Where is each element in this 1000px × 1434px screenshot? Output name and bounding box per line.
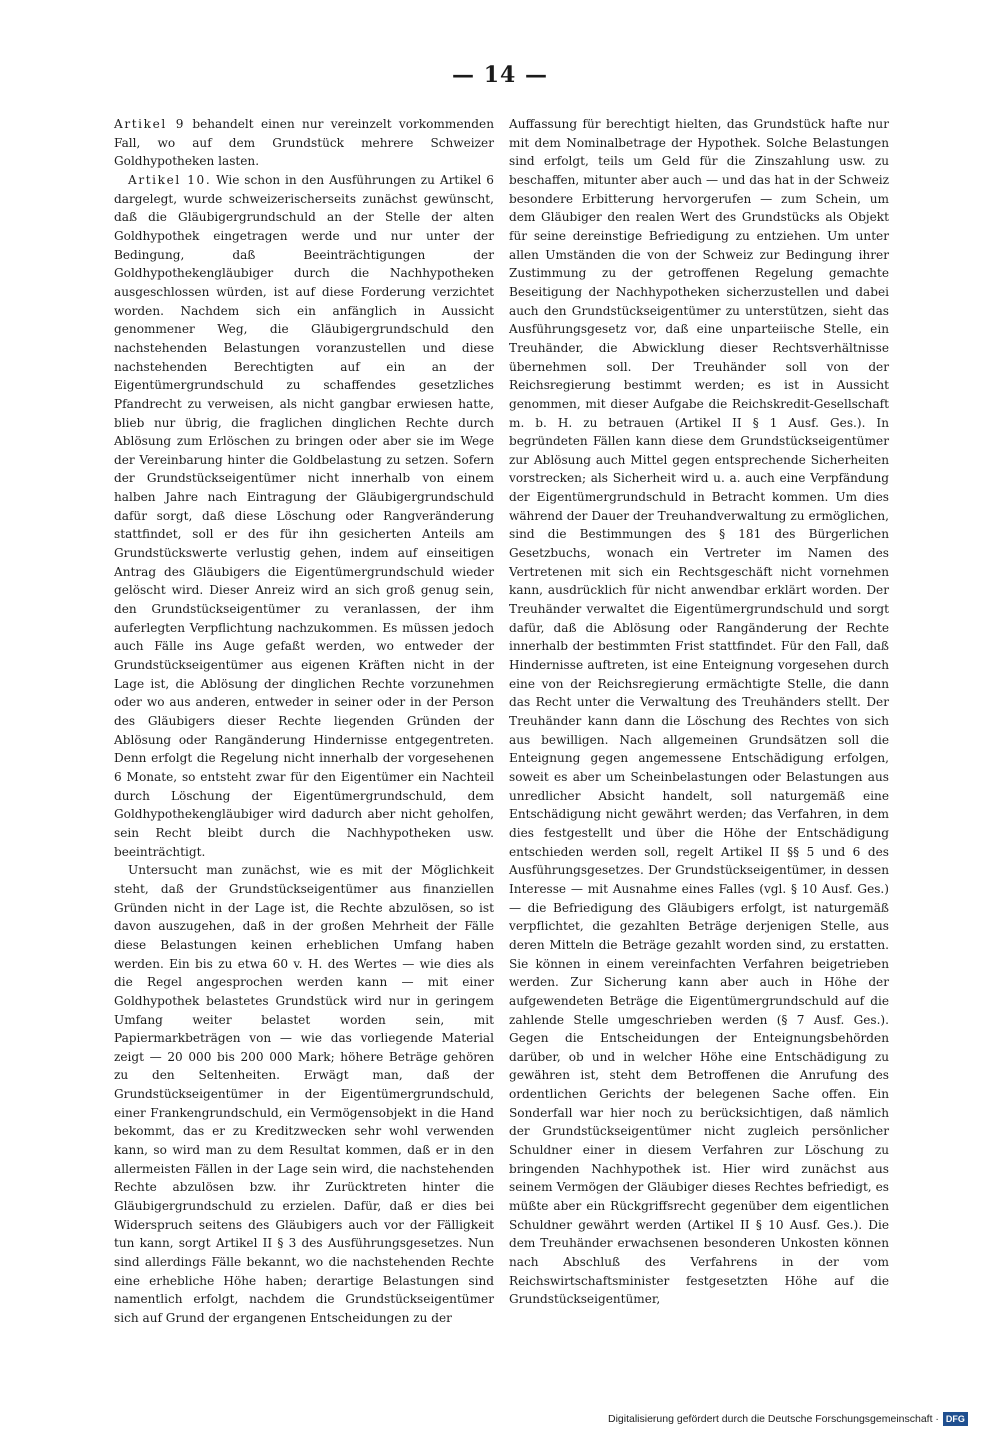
- article-heading-9: Artikel 9: [114, 117, 186, 131]
- paragraph-auffassung: Auffassung für berechtigt hielten, das Grundstück hafte nur mit dem Nominalbetrage der Hypothek. Solche Belastungen sind erfolgt, teils um Geld für die Zinszahlung usw. zu beschaffen, mitunter aber auch — und das hat in der Schweiz besondere Erbitterung hervorgerufen — zum Schein, um dem Gläubiger den realen Wert des Grundstücks als Objekt für seine dereinstige Befriedigung zu entziehen. Um unter allen Umständen die von der Schweiz zur Bedingung ihrer Zustimmung zu der getroffenen Regelung gemachte Beseitigung der Nachhypotheken sicherzustellen und dabei auch den Grundstückseigentümer zu unterstützen, sieht das Ausführungsgesetz vor, daß eine unparteiische Stelle, ein Treuhänder, die Abwicklung dieser Rechtsverhältnisse übernehmen soll. Der Treuhänder soll von der Reichsregierung bestimmt werden; es ist in Aussicht genommen, mit dieser Aufgabe die Reichskredit-Gesellschaft m. b. H. zu betrauen (Artikel II § 1 Ausf. Ges.). In begründeten Fällen kann diese dem Grundstückseigentümer zur Ablösung auch Mittel gegen entsprechende Sicherheiten vorstrecken; als Sicherheit wird u. a. auch eine Verpfändung der Eigentümergrundschuld in Betracht kommen. Um dies während der Dauer der Treuhandverwaltung zu ermöglichen, sind die Bestimmungen des § 181 des Bürgerlichen Gesetzbuchs, wonach ein Vertreter im Namen des Vertretenen mit sich ein Rechtsgeschäft nicht vornehmen kann, ausdrücklich für nicht anwendbar erklärt worden. Der Treuhänder verwaltet die Eigentümergrundschuld und sorgt dafür, daß die Ablösung oder Rangänderung der Rechte innerhalb der bestimmten Frist stattfindet. Für den Fall, daß Hindernisse auftreten, ist eine Enteignung vorgesehen durch eine von der Reichsregierung ermächtigte Stelle, die dann das Recht unter die Verwaltung des Treuhänders stellt. Der Treuhänder kann dann die Löschung des Rechtes von sich aus bewilligen. Nach allgemeinen Grundsätzen soll die Enteignung gegen angemessene Entschädigung erfolgen, soweit es aber um Scheinbelastungen oder Belastungen aus unredlicher Absicht handelt, soll naturgemäß eine Entschädigung nicht gewährt werden; das Verfahren, in dem dies festgestellt und über die Höhe der Entschädigung entschieden werden soll, regelt Artikel II §§ 5 und 6 des Ausführungsgesetzes. Der Grundstückseigentümer, in dessen Interesse — mit Ausnahme eines Falles (vgl. § 10 Ausf. Ges.) — die Befriedigung des Gläubigers erfolgt, ist naturgemäß verpflichtet, die gezahlten Beträge derjenigen Stelle, aus deren Mitteln die Beträge gezahlt worden sind, zu erstatten. Sie können in einem vereinfachten Verfahren beigetrieben werden. Zur Sicherung kann aber auch in Höhe der aufgewendeten Beträge die Eigentümergrundschuld auf die zahlende Stelle umgeschrieben werden (§ 7 Ausf. Ges.). Gegen die Entscheidungen der Enteignungsbehörden darüber, ob und in welcher Höhe eine Entschädigung zu gewähren ist, steht dem Betroffenen die Anrufung des ordentlichen Gerichts der belegenen Sache offen. Ein Sonderfall war hier noch zu berücksichtigen, daß nämlich der Grundstückseigentümer nicht zugleich persönlicher Schuldner einer in diesem Verfahren zur Löschung zu bringenden Nachhypothek ist. Hier wird zunächst aus seinem Vermögen der Gläubiger dieses Rechtes befriedigt, es müßte aber ein Rückgriffsrecht gegenüber dem eigentlichen Schuldner gewährt werden (Artikel II § 10 Ausf. Ges.). Die dem Treuhänder erwachsenen besonderen Unkosten können nach Abschluß des Verfahrens in der vom Reichswirtschaftsminister festgesetzten Höhe auf die Grundstückseigentümer,: [509, 117, 889, 1307]
- right-column: [509, 115, 889, 1309]
- paragraph-untersucht: Untersucht man zunächst, wie es mit der Möglichkeit steht, daß der Grundstückseigentümer aus finanziellen Gründen nicht in der Lage ist, die Rechte abzulösen, so ist davon auszugehen, daß in der großen Mehrheit der Fälle diese Belastungen keinen erheblichen Umfang haben werden. Ein bis zu etwa 60 v. H. des Wertes — wie dies als die Regel angesprochen werden kann — mit einer Goldhypothek belastetes Grundstück wird nur in geringem Umfang weiter belastet worden sein, mit Papiermarkbeträgen von — wie das vorliegende Material zeigt — 20 000 bis 200 000 Mark; höhere Beträge gehören zu den Seltenheiten. Erwägt man, daß der Grundstückseigentümer in der Eigentümergrundschuld, einer Frankengrundschuld, ein Vermögensobjekt in die Hand bekommt, das er zu Kreditzwecken sehr wohl verwenden kann, so wird man zu dem Resultat kommen, daß er in den allermeisten Fällen in der Lage sein wird, die nachstehenden Rechte abzulösen bzw. ihr Zurücktreten hinter die Gläubigergrundschuld zu erzielen. Dafür, daß er dies bei Widerspruch seitens des Gläubigers auch vor der Fälligkeit tun kann, sorgt Artikel II § 3 des Ausführungsgesetzes. Nun sind allerdings Fälle bekannt, wo die nachstehenden Rechte eine erhebliche Höhe haben; derartige Belastungen sind namentlich erfolgt, nachdem die Grundstückseigentümer sich auf Grund der ergangenen Entscheidungen zu der: [114, 863, 494, 1325]
- paragraph-text: behandelt einen nur vereinzelt vorkommenden Fall, wo auf dem Grundstück mehrere Schweizer Goldhypotheken lasten.: [114, 117, 494, 169]
- left-column: [114, 115, 494, 1328]
- footer-credit: [608, 1412, 968, 1426]
- page-number: — 14 —: [452, 62, 548, 88]
- paragraph-artikel-10: [114, 171, 494, 861]
- paragraph-artikel-9: [114, 115, 494, 171]
- footer-text: Digitalisierung gefördert durch die Deutsche Forschungsgemeinschaft ·: [608, 1413, 939, 1425]
- article-heading-10: Artikel 10.: [128, 172, 212, 187]
- paragraph-text: Wie schon in den Ausführungen zu Artikel 6 dargelegt, wurde schweizerischerseits zunächst gewünscht, daß die Gläubigergrundschuld an der Stelle der alten Goldhypothek eingetragen werde und nur unter der Bedingung, daß Beeinträchtigungen der Goldhypothekengläubiger durch die Nachhypotheken ausgeschlossen würden, ist auf diese Forderung verzichtet worden. Nachdem sich ein anfänglich in Aussicht genommener Weg, die Gläubigergrundschuld den nachstehenden Belastungen voranzustellen und diese nachstehenden Berechtigten auf ein an der Eigentümergrundschuld zu schaffendes gesetzliches Pfandrecht zu verweisen, als nicht gangbar erwiesen hatte, blieb nur übrig, die fraglichen dinglichen Rechte durch Ablösung zum Erlöschen zu bringen oder aber sie im Wege der Vereinbarung hinter die Goldbelastung zu setzen. Sofern der Grundstückseigentümer nicht innerhalb von einem halben Jahre nach Eintragung der Gläubigergrundschuld dafür sorgt, daß diese Löschung oder Rangveränderung stattfindet, soll er des für ihn gesicherten Anteils am Grundstückswerte verlustig gehen, indem auf einseitigen Antrag des Gläubigers die Eigentümergrundschuld wieder gelöscht wird. Dieser Anreiz wird an sich groß genug sein, den Grundstückseigentümer zu veranlassen, der ihm auferlegten Verpflichtung nachzukommen. Es müssen jedoch auch Fälle ins Auge gefaßt werden, wo entweder der Grundstückseigentümer aus eigenen Kräften nicht in der Lage ist, die Ablösung der dinglichen Rechte vorzunehmen oder wo aus anderen, entweder in seiner oder in der Person des Gläubigers dieser Rechte liegenden Gründen der Ablösung oder Rangänderung Hindernisse entgegentreten. Denn erfolgt die Regelung nicht innerhalb der vorgesehenen 6 Monate, so entsteht zwar für den Eigentümer ein Nachteil durch Löschung der Eigentümergrundschuld, dem Goldhypothekengläubiger wird dadurch aber nicht geholfen, sein Recht bleibt durch die Nachhypotheken usw. beeinträchtigt.: [114, 172, 494, 859]
- dfg-logo: DFG: [943, 1412, 968, 1426]
